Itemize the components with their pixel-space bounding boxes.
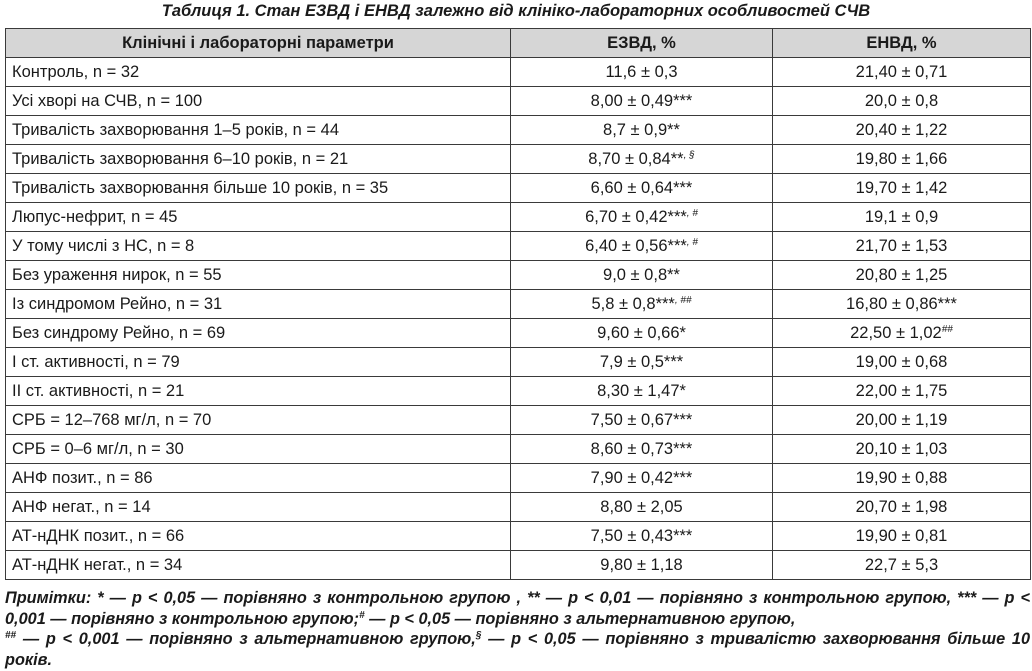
notes-sup-2: ##: [5, 630, 17, 642]
cell-parameter: АНФ позит., n = 86: [6, 464, 511, 493]
cell-envd-value: 22,00 ± 1,75: [855, 382, 948, 400]
notes-part-2: — p < 0,05 — порівняно з альтернативною групою,: [364, 609, 796, 628]
cell-parameter: Люпус-нефрит, n = 45: [6, 203, 511, 232]
cell-parameter: Тривалість захворювання більше 10 років, n = 35: [6, 174, 511, 203]
notes-part-3: — p < 0,001 — порівняно з альтернативною групою,: [16, 630, 476, 649]
cell-parameter: СРБ = 12–768 мг/л, n = 70: [6, 406, 511, 435]
cell-envd: [773, 174, 1031, 203]
cell-envd-value: 16,80 ± 0,86***: [846, 295, 957, 313]
cell-ezvd-value: 7,50 ± 0,67***: [590, 411, 693, 429]
cell-ezvd: [511, 232, 773, 261]
cell-parameter: У тому числі з НС, n = 8: [6, 232, 511, 261]
header-ezvd: ЕЗВД, %: [511, 29, 773, 58]
cell-envd-value: 20,80 ± 1,25: [855, 266, 948, 284]
table-row: [6, 58, 1031, 87]
cell-envd: [773, 464, 1031, 493]
cell-envd: [773, 145, 1031, 174]
cell-ezvd-value: 8,80 ± 2,05: [600, 498, 683, 516]
table-row: [6, 551, 1031, 580]
table-row: [6, 203, 1031, 232]
table-row: [6, 116, 1031, 145]
cell-envd-value: 19,80 ± 1,66: [855, 150, 948, 168]
cell-ezvd-value: 6,40 ± 0,56***: [585, 237, 687, 255]
cell-ezvd: [511, 522, 773, 551]
cell-envd-value: 21,70 ± 1,53: [855, 237, 948, 255]
cell-parameter: Без ураження нирок, n = 55: [6, 261, 511, 290]
table-row: [6, 435, 1031, 464]
cell-envd: [773, 348, 1031, 377]
table-notes: [5, 588, 1030, 670]
cell-ezvd-value: 5,8 ± 0,8***: [591, 295, 675, 313]
cell-envd: [773, 203, 1031, 232]
cell-ezvd: [511, 435, 773, 464]
cell-envd: [773, 435, 1031, 464]
table-row: [6, 261, 1031, 290]
cell-ezvd-value: 9,60 ± 0,66*: [597, 324, 686, 342]
table-row: [6, 232, 1031, 261]
cell-ezvd-value: 7,9 ± 0,5***: [599, 353, 684, 371]
cell-envd: [773, 290, 1031, 319]
cell-envd-value: 19,1 ± 0,9: [864, 208, 939, 226]
cell-envd-value: 19,90 ± 0,81: [855, 527, 948, 545]
cell-envd: [773, 58, 1031, 87]
cell-ezvd-value: 6,70 ± 0,42***: [585, 208, 687, 226]
notes-sup-3: §: [475, 630, 482, 642]
cell-ezvd-value: 6,60 ± 0,64***: [590, 179, 693, 197]
cell-envd: [773, 116, 1031, 145]
cell-ezvd-value: 8,30 ± 1,47*: [597, 382, 686, 400]
table-caption: Таблиця 1. Стан ЕЗВД і ЕНВД залежно від клініко-лабораторних особливостей СЧВ: [161, 2, 871, 20]
cell-ezvd: [511, 174, 773, 203]
cell-ezvd-value: 8,00 ± 0,49***: [590, 92, 693, 110]
cell-ezvd: [511, 551, 773, 580]
cell-envd-value: 20,10 ± 1,03: [855, 440, 948, 458]
cell-ezvd: [511, 145, 773, 174]
cell-envd: [773, 87, 1031, 116]
cell-envd-marker: ##: [941, 324, 953, 335]
cell-ezvd-value: 8,70 ± 0,84**: [588, 150, 684, 168]
cell-ezvd: [511, 116, 773, 145]
cell-parameter: Контроль, n = 32: [6, 58, 511, 87]
cell-ezvd-marker: , §: [683, 150, 695, 161]
cell-envd: [773, 551, 1031, 580]
cell-parameter: Із синдромом Рейно, n = 31: [6, 290, 511, 319]
cell-envd-value: 22,7 ± 5,3: [864, 556, 939, 574]
table-row: [6, 87, 1031, 116]
cell-ezvd-marker: , #: [686, 237, 698, 248]
table-row: [6, 522, 1031, 551]
data-table: [5, 28, 1031, 580]
cell-envd: [773, 522, 1031, 551]
cell-envd-value: 20,00 ± 1,19: [855, 411, 948, 429]
cell-envd: [773, 261, 1031, 290]
table-body: [6, 58, 1031, 580]
cell-envd-value: 19,00 ± 0,68: [855, 353, 948, 371]
cell-ezvd: [511, 464, 773, 493]
cell-parameter: II ст. активності, n = 21: [6, 377, 511, 406]
cell-ezvd-value: 8,60 ± 0,73***: [590, 440, 693, 458]
cell-envd: [773, 493, 1031, 522]
cell-ezvd: [511, 290, 773, 319]
cell-ezvd: [511, 261, 773, 290]
cell-ezvd-value: 8,7 ± 0,9**: [603, 121, 680, 139]
cell-envd: [773, 377, 1031, 406]
cell-ezvd-value: 7,50 ± 0,43***: [590, 527, 693, 545]
cell-envd: [773, 232, 1031, 261]
cell-ezvd: [511, 348, 773, 377]
cell-ezvd: [511, 58, 773, 87]
cell-parameter: Тривалість захворювання 6–10 років, n = 21: [6, 145, 511, 174]
cell-envd-value: 20,40 ± 1,22: [855, 121, 948, 139]
cell-envd: [773, 406, 1031, 435]
table-header-row: [6, 29, 1031, 58]
cell-ezvd: [511, 203, 773, 232]
table-row: [6, 406, 1031, 435]
cell-parameter: АТ-нДНК негат., n = 34: [6, 551, 511, 580]
table-row: [6, 174, 1031, 203]
cell-ezvd-marker: , #: [686, 208, 698, 219]
cell-parameter: АТ-нДНК позит., n = 66: [6, 522, 511, 551]
cell-envd-value: 21,40 ± 0,71: [855, 63, 948, 81]
table-row: [6, 290, 1031, 319]
header-parameters: Клінічні і лабораторні параметри: [6, 29, 511, 58]
cell-ezvd: [511, 319, 773, 348]
cell-ezvd-value: 7,90 ± 0,42***: [590, 469, 693, 487]
cell-parameter: АНФ негат., n = 14: [6, 493, 511, 522]
cell-ezvd: [511, 377, 773, 406]
cell-envd-value: 22,50 ± 1,02: [850, 324, 942, 342]
table-row: [6, 348, 1031, 377]
cell-parameter: Усі хворі на СЧВ, n = 100: [6, 87, 511, 116]
cell-envd-value: 20,0 ± 0,8: [864, 92, 939, 110]
cell-ezvd-value: 9,0 ± 0,8**: [603, 266, 680, 284]
notes-part-4: — p < 0,05 — порівняно з тривалістю захворювання більше 10 років.: [5, 630, 1031, 669]
cell-envd-value: 19,90 ± 0,88: [855, 469, 948, 487]
cell-parameter: Без синдрому Рейно, n = 69: [6, 319, 511, 348]
cell-envd-value: 19,70 ± 1,42: [855, 179, 948, 197]
cell-parameter: I ст. активності, n = 79: [6, 348, 511, 377]
table-row: [6, 319, 1031, 348]
cell-ezvd: [511, 493, 773, 522]
cell-ezvd: [511, 87, 773, 116]
notes-label: Примітки:: [5, 589, 92, 607]
cell-envd: [773, 319, 1031, 348]
notes-sup-1: #: [359, 609, 365, 621]
cell-ezvd: [511, 406, 773, 435]
cell-parameter: СРБ = 0–6 мг/л, n = 30: [6, 435, 511, 464]
table-row: [6, 464, 1031, 493]
cell-ezvd-value: 11,6 ± 0,3: [605, 63, 678, 81]
table-row: [6, 493, 1031, 522]
header-envd: ЕНВД, %: [773, 29, 1031, 58]
cell-envd-value: 20,70 ± 1,98: [855, 498, 948, 516]
notes-part-1: * — p < 0,05 — порівняно з контрольною групою , ** — p < 0,01 — порівняно з контрольною групою, *** — p < 0,001 — порівняно з контрольною групою;: [5, 589, 1030, 628]
table-row: [6, 377, 1031, 406]
cell-ezvd-marker: , ##: [674, 295, 692, 306]
cell-ezvd-value: 9,80 ± 1,18: [600, 556, 683, 574]
cell-parameter: Тривалість захворювання 1–5 років, n = 44: [6, 116, 511, 145]
table-row: [6, 145, 1031, 174]
